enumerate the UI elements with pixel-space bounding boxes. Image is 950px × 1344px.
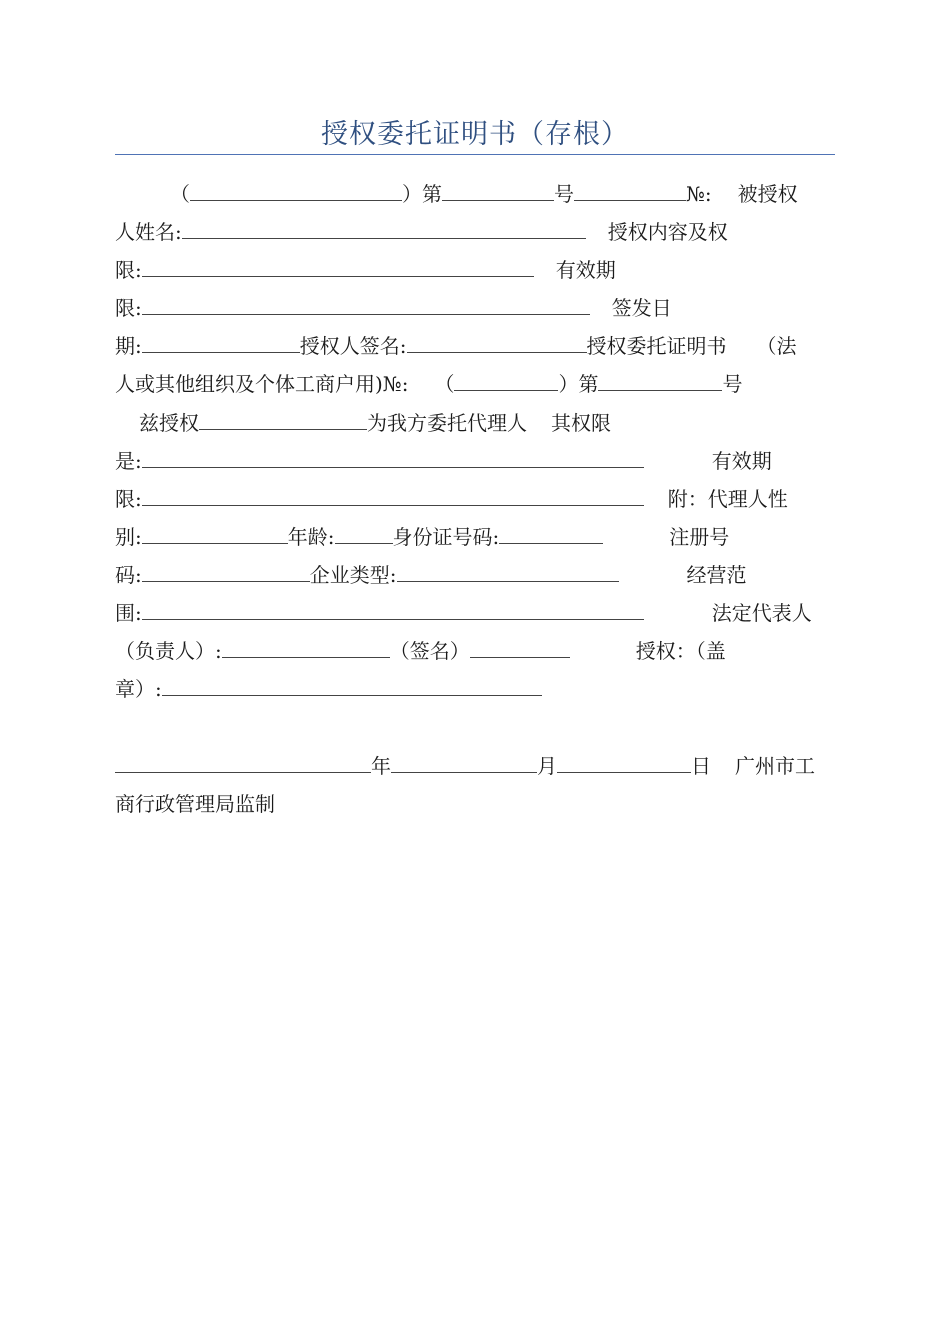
form-line-6	[115, 368, 742, 400]
cert-title-inline: 授权委托证明书	[586, 334, 727, 358]
seal-field[interactable]	[162, 673, 542, 696]
id-number-field[interactable]	[499, 521, 603, 544]
gender-field[interactable]	[142, 521, 288, 544]
validity-period-field-2[interactable]	[142, 483, 644, 506]
agent-name-field[interactable]	[199, 407, 367, 430]
qianming-label: （签名）	[389, 639, 470, 663]
form-line-5	[115, 330, 797, 362]
qiye-leixing-label: 企业类型:	[309, 563, 397, 587]
qianfari-label: 签发日	[611, 296, 672, 320]
ri-label: 日	[691, 754, 711, 778]
business-scope-field[interactable]	[142, 597, 644, 620]
signature-field[interactable]	[470, 635, 570, 658]
open-fa: （法	[756, 334, 797, 358]
form-line-11	[115, 559, 747, 591]
form-line-10	[115, 521, 729, 553]
page-title: 授权委托证明书（存根）	[321, 119, 629, 150]
form-line-2	[115, 216, 728, 248]
ma-label: 码:	[115, 563, 142, 587]
qi-quanxian-label: 其权限	[551, 411, 611, 435]
youxiaoqi-label-2: 有效期	[711, 449, 772, 473]
hao-label: 号	[554, 182, 574, 206]
certificate-number-field[interactable]	[442, 178, 554, 201]
id-number-label: 身份证号码:	[392, 525, 500, 549]
month-field[interactable]	[391, 750, 537, 773]
legal-representative-field[interactable]	[222, 635, 390, 658]
form-line-3	[115, 254, 616, 286]
youxiaoqi-label: 有效期	[555, 258, 616, 282]
authority-scope-field[interactable]	[142, 445, 644, 468]
shouquan-neirong-label: 授权内容及权	[607, 220, 728, 244]
authorization-scope-field[interactable]	[142, 254, 534, 277]
guangzhou-label: 广州市工	[735, 754, 815, 778]
yue-label: 月	[537, 754, 557, 778]
shi-label: 是:	[115, 449, 142, 473]
close-paren-di: ）第	[402, 182, 442, 206]
bie-label: 别:	[115, 525, 142, 549]
form-line-4	[115, 292, 672, 324]
zi-shouquan-label: 兹授权	[139, 411, 199, 435]
ren-xingming-label: 人姓名:	[115, 220, 182, 244]
form-line-12	[115, 597, 812, 629]
nianling-label: 年龄:	[287, 525, 335, 549]
serial-field[interactable]	[574, 178, 686, 201]
registration-number-field[interactable]	[142, 559, 310, 582]
form-line-7	[115, 407, 611, 439]
wei-wofang-label: 为我方委托代理人	[367, 411, 527, 435]
form-line-8	[115, 445, 772, 477]
form-line-9	[115, 483, 788, 515]
zhuce-hao-label: 注册号	[669, 525, 730, 549]
certificate-prefix-field[interactable]	[190, 178, 402, 201]
xian-label: 限:	[115, 258, 142, 282]
zhang-label: 章）:	[115, 677, 162, 701]
certificate-number-field-2[interactable]	[598, 368, 722, 391]
jingying-fan-label: 经营范	[686, 563, 747, 587]
hao-label-2: 号	[722, 372, 743, 396]
open-paren: （	[170, 182, 190, 206]
grantor-signature-label: 授权人签名:	[299, 334, 407, 358]
form-line-16	[115, 788, 275, 820]
title-underline	[115, 154, 835, 155]
certificate-prefix-field-2[interactable]	[454, 368, 558, 391]
jianzhi-label: 商行政管理局监制	[115, 792, 275, 816]
form-line-13	[115, 635, 726, 667]
issue-date-field[interactable]	[142, 330, 300, 353]
fa-rest-label: 人或其他组织及个体工商户用)№:	[115, 372, 409, 396]
enterprise-type-field[interactable]	[397, 559, 619, 582]
xian-label-3: 限:	[115, 487, 142, 511]
no-sign: №:	[686, 182, 712, 206]
fading-daibiao-label: 法定代表人	[711, 601, 812, 625]
qi-label: 期:	[115, 334, 142, 358]
form-line-14	[115, 673, 542, 705]
shouquan-gai-label: 授权：（盖	[635, 639, 726, 663]
year-field[interactable]	[115, 750, 371, 773]
nian-label: 年	[371, 754, 391, 778]
grantee-name-field[interactable]	[182, 216, 586, 239]
grantor-signature-field[interactable]	[407, 330, 587, 353]
bei-shouquan-label: 被授权	[737, 182, 798, 206]
xian-label-2: 限:	[115, 296, 142, 320]
fuzeren-label: （负责人）:	[115, 639, 222, 663]
wei-label: 围:	[115, 601, 142, 625]
validity-period-field[interactable]	[142, 292, 590, 315]
open-paren-2: （	[434, 372, 455, 396]
form-line-1	[115, 178, 798, 210]
age-field[interactable]	[335, 521, 393, 544]
fu-dailiren-label: 附：代理人性	[667, 487, 788, 511]
form-line-15	[115, 750, 815, 782]
close-paren-di-2: ）第	[558, 372, 599, 396]
day-field[interactable]	[557, 750, 691, 773]
